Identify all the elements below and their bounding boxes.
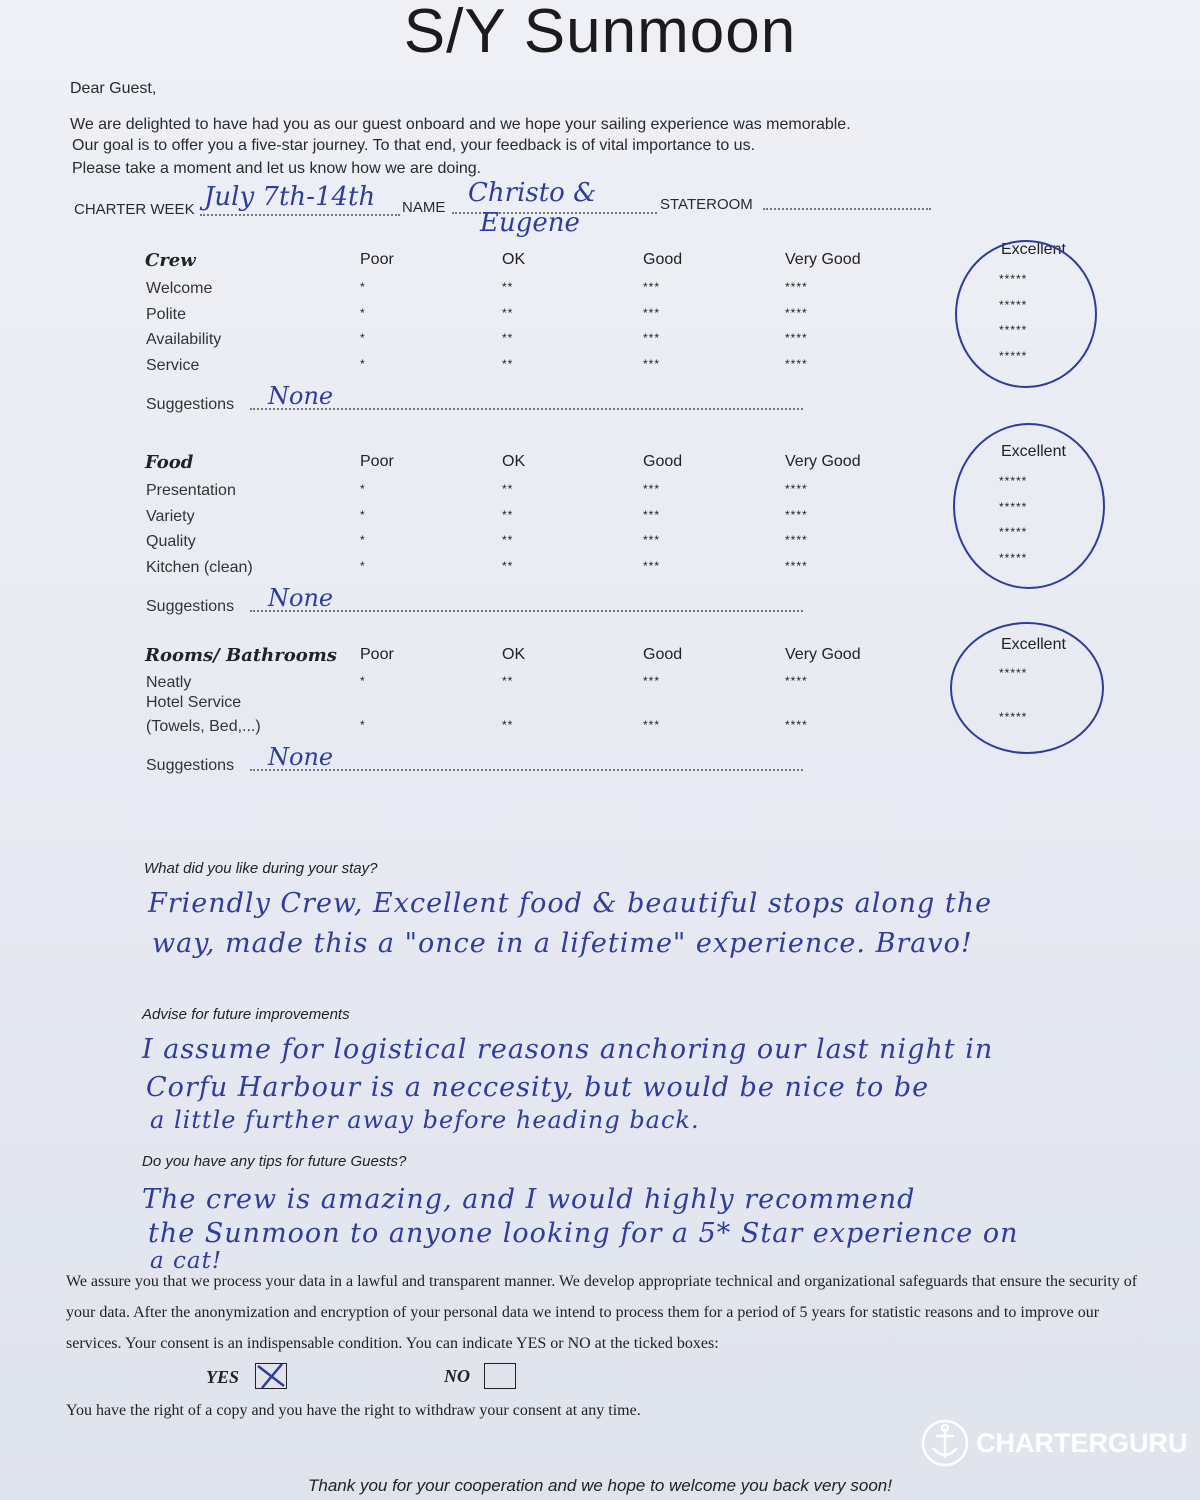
anchor-icon: [920, 1418, 970, 1468]
intro-line-2: Our goal is to offer you a five-star journey. To that end, your feedback is of vital importance to us.: [72, 137, 756, 154]
intro-line-1: We are delighted to have had you as our guest onboard and we hope your sailing experience was memorable.: [70, 116, 851, 133]
rating-option[interactable]: **: [502, 718, 514, 732]
selected-rating-circle: [950, 622, 1104, 754]
rating-row-label: Service: [146, 357, 200, 374]
rating-option[interactable]: ****: [785, 533, 808, 547]
rating-option[interactable]: ***: [643, 508, 661, 522]
tips-answer-line-2[interactable]: the Sunmoon to anyone looking for a 5* Star experience on: [148, 1218, 1019, 1249]
charter-week-label: CHARTER WEEK: [74, 201, 195, 218]
rating-header-very-good: Very Good: [785, 453, 861, 470]
rating-row-label: Variety: [146, 508, 195, 525]
greeting: Dear Guest,: [70, 80, 157, 97]
stateroom-label: STATEROOM: [660, 196, 753, 213]
rating-header-excellent: Excellent: [1001, 443, 1066, 460]
suggestions-field[interactable]: None: [268, 382, 334, 410]
rating-option[interactable]: **: [502, 331, 514, 345]
rating-option[interactable]: *: [360, 482, 366, 496]
rating-header-good: Good: [643, 251, 683, 268]
rating-row-label: Presentation: [146, 482, 236, 499]
rating-option[interactable]: *: [360, 718, 366, 732]
no-label: NO: [444, 1366, 470, 1386]
tips-answer-line-1[interactable]: The crew is amazing, and I would highly recommend: [142, 1184, 916, 1215]
rating-header-good: Good: [643, 646, 683, 663]
rating-option[interactable]: ****: [785, 674, 808, 688]
tips-question: Do you have any tips for future Guests?: [142, 1153, 407, 1170]
rating-option[interactable]: ****: [785, 280, 808, 294]
name-label: NAME: [402, 199, 446, 216]
rating-row-label: Polite: [146, 306, 187, 323]
rating-option[interactable]: ***: [643, 357, 661, 371]
rating-row-label: Hotel Service: [146, 694, 242, 711]
rating-option[interactable]: *****: [999, 298, 1028, 312]
rating-row-label: (Towels, Bed,...): [146, 718, 261, 735]
yes-label: YES: [206, 1367, 240, 1387]
suggestions-field[interactable]: None: [268, 584, 334, 612]
rating-option[interactable]: *: [360, 280, 366, 294]
charterguru-logo: [920, 1418, 970, 1473]
improve-answer-line-2[interactable]: Corfu Harbour is a neccesity, but would be nice to be: [146, 1072, 930, 1103]
rating-option[interactable]: ****: [785, 508, 808, 522]
rating-option[interactable]: *: [360, 559, 366, 573]
rating-header-very-good: Very Good: [785, 251, 861, 268]
rating-option[interactable]: **: [502, 280, 514, 294]
rating-row-label: Welcome: [146, 280, 213, 297]
selected-rating-circle: [953, 423, 1105, 589]
rating-option[interactable]: ****: [785, 559, 808, 573]
rating-header-poor: Poor: [360, 646, 394, 663]
rating-option[interactable]: ***: [643, 306, 661, 320]
rating-option[interactable]: *: [360, 306, 366, 320]
intro-line-3: Please take a moment and let us know how we are doing.: [72, 160, 482, 177]
rating-option[interactable]: **: [502, 357, 514, 371]
suggestions-label: Suggestions: [146, 757, 235, 774]
rating-option[interactable]: ****: [785, 357, 808, 371]
rating-option[interactable]: *****: [999, 666, 1028, 680]
rating-header-ok: OK: [502, 646, 526, 663]
rating-header-good: Good: [643, 453, 683, 470]
consent-text: We assure you that we process your data in a lawful and transparent manner. We develop appropriate technical and organizational safeguards that ensure the security of your data. After the anonymization and encryption of your personal data we intend to process them for a period of 5 years for statistic reasons and to improve our services. Your consent is an indispensable condition. You can indicate YES or NO at the ticked boxes:: [66, 1273, 1138, 1352]
rating-option[interactable]: ***: [643, 482, 661, 496]
rating-option[interactable]: ****: [785, 718, 808, 732]
rating-option[interactable]: ****: [785, 306, 808, 320]
improve-question: Advise for future improvements: [142, 1006, 350, 1023]
liked-question: What did you like during your stay?: [144, 860, 378, 877]
improve-answer-line-3[interactable]: a little further away before heading back.: [150, 1106, 700, 1134]
improve-answer-line-1[interactable]: I assume for logistical reasons anchoring our last night in: [142, 1034, 994, 1065]
rating-option[interactable]: **: [502, 533, 514, 547]
rating-option[interactable]: ***: [643, 533, 661, 547]
rating-header-excellent: Excellent: [1001, 636, 1066, 653]
rating-option[interactable]: ****: [785, 331, 808, 345]
rating-option[interactable]: *: [360, 508, 366, 522]
section-title: Food: [145, 452, 194, 473]
rating-option[interactable]: ***: [643, 559, 661, 573]
rating-option[interactable]: ***: [643, 280, 661, 294]
rating-row-label: Neatly: [146, 674, 192, 691]
rating-option[interactable]: *: [360, 331, 366, 345]
tips-answer-line-3[interactable]: a cat!: [150, 1248, 223, 1274]
rating-option[interactable]: *****: [999, 525, 1028, 539]
rating-option[interactable]: **: [502, 482, 514, 496]
rating-option[interactable]: **: [502, 306, 514, 320]
rating-option[interactable]: *****: [999, 710, 1028, 724]
rating-header-poor: Poor: [360, 453, 394, 470]
rating-option[interactable]: ****: [785, 482, 808, 496]
liked-answer-line-1[interactable]: Friendly Crew, Excellent food & beautiful stops along the: [148, 888, 993, 919]
rating-option[interactable]: *****: [999, 323, 1028, 337]
suggestions-label: Suggestions: [146, 396, 235, 413]
page-title: S/Y Sunmoon: [403, 0, 797, 66]
rating-option[interactable]: *: [360, 674, 366, 688]
rating-option[interactable]: *****: [999, 474, 1028, 488]
rating-row-label: Kitchen (clean): [146, 559, 253, 576]
rating-option[interactable]: *****: [999, 500, 1028, 514]
rating-header-very-good: Very Good: [785, 646, 861, 663]
watermark-text: CHARTERGURU: [976, 1428, 1188, 1458]
suggestions-label: Suggestions: [146, 598, 235, 615]
rating-option[interactable]: *: [360, 533, 366, 547]
name-field-line-1[interactable]: Christo &: [468, 178, 597, 208]
no-checkbox[interactable]: [484, 1363, 516, 1389]
rating-option[interactable]: **: [502, 559, 514, 573]
rating-option[interactable]: *****: [999, 349, 1028, 363]
rating-option[interactable]: **: [502, 674, 514, 688]
rights-text: You have the right of a copy and you have the right to withdraw your consent at any time.: [66, 1402, 641, 1419]
selected-rating-circle: [955, 240, 1097, 388]
rating-option[interactable]: *: [360, 357, 366, 371]
charter-week-field[interactable]: July 7th-14th: [204, 182, 376, 212]
section-title: Rooms/ Bathrooms: [145, 645, 337, 666]
suggestions-field[interactable]: None: [268, 743, 334, 771]
rating-row-label: Quality: [146, 533, 196, 550]
thanks-text: Thank you for your cooperation and we hope to welcome you back very soon!: [307, 1476, 892, 1495]
rating-row-label: Availability: [146, 331, 222, 348]
rating-option[interactable]: *****: [999, 272, 1028, 286]
rating-header-ok: OK: [502, 453, 526, 470]
rating-option[interactable]: **: [502, 508, 514, 522]
name-field-line-2[interactable]: Eugene: [480, 208, 580, 238]
yes-checkbox[interactable]: [255, 1363, 287, 1389]
rating-header-ok: OK: [502, 251, 526, 268]
rating-option[interactable]: *****: [999, 551, 1028, 565]
rating-header-poor: Poor: [360, 251, 394, 268]
rating-option[interactable]: ***: [643, 331, 661, 345]
liked-answer-line-2[interactable]: way, made this a "once in a lifetime" experience. Bravo!: [152, 928, 973, 959]
rating-header-excellent: Excellent: [1001, 241, 1066, 258]
rating-option[interactable]: ***: [643, 718, 661, 732]
check-mark-icon: [256, 1364, 286, 1388]
rating-option[interactable]: ***: [643, 674, 661, 688]
section-title: Crew: [145, 250, 196, 271]
